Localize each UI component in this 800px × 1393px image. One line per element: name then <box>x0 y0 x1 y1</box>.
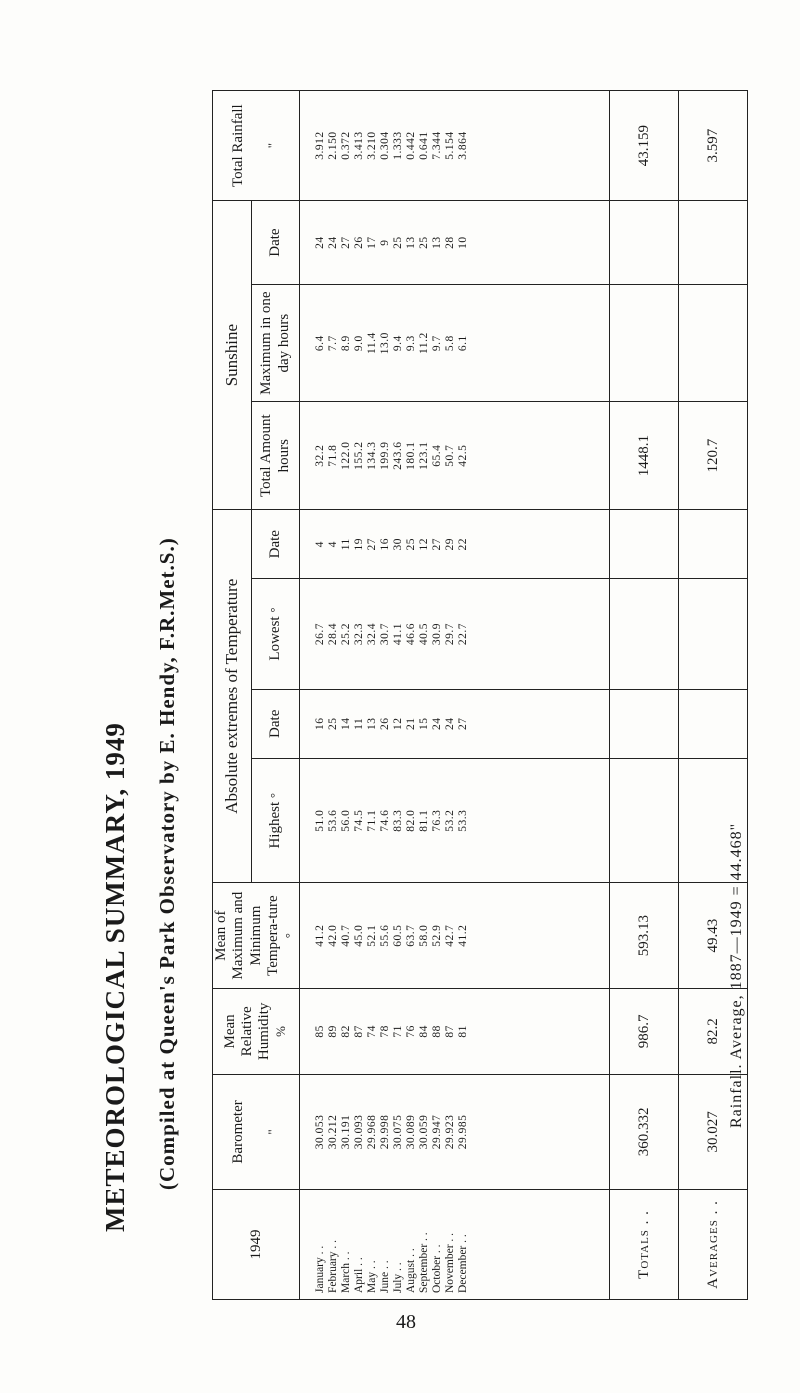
year-header: 1949 <box>213 1189 300 1299</box>
mean-temp-value: 52.1 <box>366 924 379 947</box>
averages-mean-temp: 49.43 <box>679 883 748 988</box>
sun-date-column <box>300 201 610 285</box>
months-value: April . . <box>353 1257 366 1293</box>
sun-date-value: 26 <box>353 236 366 249</box>
humidity-value: 82 <box>340 1025 353 1038</box>
totals-empty <box>610 510 679 579</box>
highest-date-value: 21 <box>405 717 418 731</box>
averages-barometer: 30.027 <box>679 1074 748 1189</box>
barometer-value: 29.998 <box>379 1114 392 1150</box>
lowest-date-value: 11 <box>340 538 353 551</box>
sun-date-value: 25 <box>418 236 431 249</box>
averages-empty <box>679 201 748 285</box>
sun-max-value: 9.4 <box>392 335 405 352</box>
sun-total-value: 42.5 <box>457 444 470 467</box>
totals-sun-total: 1448.1 <box>610 402 679 510</box>
summary-table-wrapper <box>212 90 721 1300</box>
highest-date-value: 25 <box>327 717 340 731</box>
barometer-value: 30.059 <box>418 1114 431 1150</box>
rainfall-value: 0.641 <box>418 131 431 160</box>
humidity-value: 76 <box>405 1025 418 1038</box>
rainfall-average-note: Rainfall. Average, 1887—1949 = 44.468" <box>728 822 745 1128</box>
lowest-value: 30.7 <box>379 622 392 646</box>
totals-barometer: 360.332 <box>610 1074 679 1189</box>
lowest-date-column <box>300 510 610 579</box>
highest-value: 53.6 <box>327 809 340 832</box>
humidity-value: 87 <box>444 1025 457 1038</box>
mean-temp-value: 45.0 <box>353 924 366 947</box>
lowest-date-value: 19 <box>353 537 366 551</box>
averages-row <box>679 91 748 1300</box>
mean-temp-value: 55.6 <box>379 924 392 947</box>
humidity-value: 78 <box>379 1025 392 1038</box>
sun-total-value: 199.9 <box>379 441 392 470</box>
lowest-value: 32.4 <box>366 622 379 646</box>
sun-max-value: 5.8 <box>444 335 457 352</box>
months-value: September . . <box>418 1232 431 1293</box>
totals-humidity: 986.7 <box>610 988 679 1074</box>
highest-value: 53.3 <box>457 809 470 832</box>
sun-total-value: 50.7 <box>444 444 457 467</box>
totals-label: Totals . . <box>610 1189 679 1299</box>
lowest-value: 32.3 <box>353 622 366 646</box>
sun-max-value: 9.0 <box>353 335 366 352</box>
meteorological-summary-table <box>212 90 748 1300</box>
barometer-column <box>300 1074 610 1189</box>
sun-date-value: 17 <box>366 236 379 249</box>
sun-max-value: 9.7 <box>431 335 444 352</box>
lowest-date-value: 27 <box>431 537 444 551</box>
lowest-value: 29.7 <box>444 622 457 646</box>
mean-temp-value: 42.7 <box>444 924 457 947</box>
months-value: August . . <box>405 1248 418 1293</box>
humidity-value: 88 <box>431 1025 444 1038</box>
highest-date-value: 14 <box>340 717 353 731</box>
averages-rainfall: 3.597 <box>679 91 748 201</box>
highest-date-header: Date <box>252 689 300 758</box>
lowest-date-value: 4 <box>314 541 327 548</box>
humidity-value: 74 <box>366 1025 379 1038</box>
sun-date-value: 25 <box>392 236 405 249</box>
totals-empty <box>610 689 679 758</box>
sun-total-value: 180.1 <box>405 441 418 470</box>
highest-value: 53.2 <box>444 809 457 832</box>
sun-date-value: 28 <box>444 236 457 249</box>
mean-temp-header: Mean of Maximum and Minimum Tempera-ture ° <box>213 883 300 988</box>
highest-header: Highest ° <box>252 758 300 882</box>
barometer-value: 30.093 <box>353 1114 366 1150</box>
sun-total-value: 134.3 <box>366 441 379 470</box>
sun-date-value: 24 <box>327 236 340 249</box>
highest-value: 74.6 <box>379 809 392 832</box>
sun-date-value: 24 <box>314 236 327 249</box>
mean-temp-value: 63.7 <box>405 924 418 947</box>
averages-empty <box>679 689 748 758</box>
sun-total-value: 155.2 <box>353 441 366 470</box>
barometer-value: 29.947 <box>431 1114 444 1150</box>
lowest-date-value: 29 <box>444 537 457 551</box>
highest-date-value: 16 <box>314 717 327 731</box>
rainfall-value: 0.372 <box>340 131 353 160</box>
sun-max-value: 13.0 <box>379 332 392 355</box>
humidity-header: Mean Relative Humidity % <box>213 988 300 1074</box>
mean-temp-value: 52.9 <box>431 924 444 947</box>
months-value: December . . <box>457 1234 470 1293</box>
averages-empty <box>679 510 748 579</box>
sun-total-value: 123.1 <box>418 441 431 470</box>
barometer-value: 29.985 <box>457 1114 470 1150</box>
lowest-date-value: 27 <box>366 537 379 551</box>
barometer-value: 30.191 <box>340 1114 353 1150</box>
mean-temp-value: 60.5 <box>392 924 405 947</box>
sunshine-header: Sunshine <box>213 201 252 510</box>
months-value: March . . <box>340 1251 353 1293</box>
mean-temp-value: 58.0 <box>418 924 431 947</box>
rainfall-value: 7.344 <box>431 131 444 160</box>
humidity-value: 87 <box>353 1025 366 1038</box>
mean-temp-column <box>300 883 610 988</box>
page-subtitle: (Compiled at Queen's Park Observatory by E. Hendy, F.R.Met.S.) <box>155 537 179 1190</box>
averages-label: Averages . . <box>679 1189 748 1299</box>
lowest-value: 40.5 <box>418 622 431 646</box>
humidity-value: 84 <box>418 1025 431 1038</box>
highest-value: 74.5 <box>353 809 366 832</box>
rainfall-value: 0.304 <box>379 131 392 160</box>
mean-temp-value: 41.2 <box>457 924 470 947</box>
sun-max-value: 11.2 <box>418 332 431 354</box>
lowest-value: 25.2 <box>340 622 353 646</box>
rainfall-value: 3.912 <box>314 131 327 160</box>
page-title: METEOROLOGICAL SUMMARY, 1949 <box>100 722 130 1232</box>
barometer-value: 30.053 <box>314 1114 327 1150</box>
highest-value: 71.1 <box>366 809 379 832</box>
absolute-extremes-header: Absolute extremes of Temperature <box>213 510 252 883</box>
months-value: July . . <box>392 1262 405 1293</box>
lowest-date-value: 4 <box>327 541 340 548</box>
highest-value: 81.1 <box>418 809 431 832</box>
rainfall-value: 5.154 <box>444 131 457 160</box>
sun-total-value: 243.6 <box>392 441 405 470</box>
lowest-value: 30.9 <box>431 622 444 646</box>
sun-max-header: Maximum in one day hours <box>252 285 300 402</box>
lowest-date-value: 30 <box>392 537 405 551</box>
highest-date-value: 24 <box>444 717 457 731</box>
sun-total-column <box>300 402 610 510</box>
barometer-value: 29.923 <box>444 1114 457 1150</box>
averages-empty <box>679 285 748 402</box>
rainfall-value: 3.864 <box>457 131 470 160</box>
sun-max-value: 6.1 <box>457 335 470 352</box>
lowest-date-value: 25 <box>405 537 418 551</box>
sun-max-value: 6.4 <box>314 335 327 352</box>
rainfall-column <box>300 91 610 201</box>
barometer-value: 30.075 <box>392 1114 405 1150</box>
totals-rainfall: 43.159 <box>610 91 679 201</box>
totals-empty <box>610 201 679 285</box>
months-value: January . . <box>314 1245 327 1293</box>
sun-max-value: 8.9 <box>340 335 353 352</box>
averages-empty <box>679 579 748 689</box>
sun-max-value: 9.3 <box>405 335 418 352</box>
months-value: May . . <box>366 1260 379 1293</box>
averages-empty <box>679 758 748 882</box>
humidity-value: 81 <box>457 1025 470 1038</box>
rainfall-value: 1.333 <box>392 131 405 160</box>
highest-date-value: 15 <box>418 717 431 731</box>
highest-date-value: 12 <box>392 717 405 731</box>
lowest-date-value: 22 <box>457 537 470 551</box>
highest-value: 51.0 <box>314 809 327 832</box>
sun-total-value: 71.8 <box>327 444 340 467</box>
averages-humidity: 82.2 <box>679 988 748 1074</box>
averages-sun-total: 120.7 <box>679 402 748 510</box>
highest-value: 56.0 <box>340 809 353 832</box>
months-value: November . . <box>444 1232 457 1293</box>
highest-date-value: 11 <box>353 717 366 730</box>
highest-value: 76.3 <box>431 809 444 832</box>
mean-temp-value: 41.2 <box>314 924 327 947</box>
barometer-value: 30.089 <box>405 1114 418 1150</box>
sun-date-value: 10 <box>457 236 470 249</box>
sun-date-value: 9 <box>379 239 392 246</box>
lowest-value: 41.1 <box>392 622 405 646</box>
totals-row <box>610 91 679 1300</box>
lowest-value: 28.4 <box>327 622 340 646</box>
page-number: 48 <box>396 1311 416 1333</box>
totals-empty <box>610 579 679 689</box>
highest-date-column <box>300 689 610 758</box>
sun-total-header: Total Amount hours <box>252 402 300 510</box>
highest-value: 82.0 <box>405 809 418 832</box>
sun-total-value: 32.2 <box>314 444 327 467</box>
lowest-value: 26.7 <box>314 622 327 646</box>
sun-date-header: Date <box>252 201 300 285</box>
sun-max-value: 7.7 <box>327 335 340 352</box>
lowest-value: 22.7 <box>457 622 470 646</box>
totals-mean-temp: 593.13 <box>610 883 679 988</box>
humidity-value: 71 <box>392 1025 405 1038</box>
sun-total-value: 65.4 <box>431 444 444 467</box>
rainfall-value: 2.150 <box>327 131 340 160</box>
sun-date-value: 27 <box>340 236 353 249</box>
barometer-value: 29.968 <box>366 1114 379 1150</box>
barometer-value: 30.212 <box>327 1114 340 1150</box>
mean-temp-value: 42.0 <box>327 924 340 947</box>
months-column <box>300 1189 610 1299</box>
months-value: June . . <box>379 1260 392 1293</box>
lowest-date-value: 16 <box>379 537 392 551</box>
sun-date-value: 13 <box>431 236 444 249</box>
sun-total-value: 122.0 <box>340 441 353 470</box>
rainfall-value: 0.442 <box>405 131 418 160</box>
lowest-value: 46.6 <box>405 622 418 646</box>
lowest-column <box>300 579 610 689</box>
totals-empty <box>610 285 679 402</box>
highest-date-value: 13 <box>366 717 379 731</box>
sun-date-value: 13 <box>405 236 418 249</box>
totals-empty <box>610 758 679 882</box>
highest-value: 83.3 <box>392 809 405 832</box>
humidity-value: 89 <box>327 1025 340 1038</box>
lowest-header: Lowest ° <box>252 579 300 689</box>
highest-date-value: 26 <box>379 717 392 731</box>
months-value: February . . <box>327 1239 340 1293</box>
mean-temp-value: 40.7 <box>340 924 353 947</box>
lowest-date-value: 12 <box>418 537 431 551</box>
highest-date-value: 27 <box>457 717 470 731</box>
rainfall-value: 3.210 <box>366 131 379 160</box>
barometer-header: Barometer " <box>213 1074 300 1189</box>
sun-max-column <box>300 285 610 402</box>
highest-date-value: 24 <box>431 717 444 731</box>
humidity-column <box>300 988 610 1074</box>
highest-column <box>300 758 610 882</box>
rainfall-header: Total Rainfall " <box>213 91 300 201</box>
months-value: October . . <box>431 1244 444 1293</box>
sun-max-value: 11.4 <box>366 332 379 354</box>
rainfall-value: 3.413 <box>353 131 366 160</box>
humidity-value: 85 <box>314 1025 327 1038</box>
lowest-date-header: Date <box>252 510 300 579</box>
